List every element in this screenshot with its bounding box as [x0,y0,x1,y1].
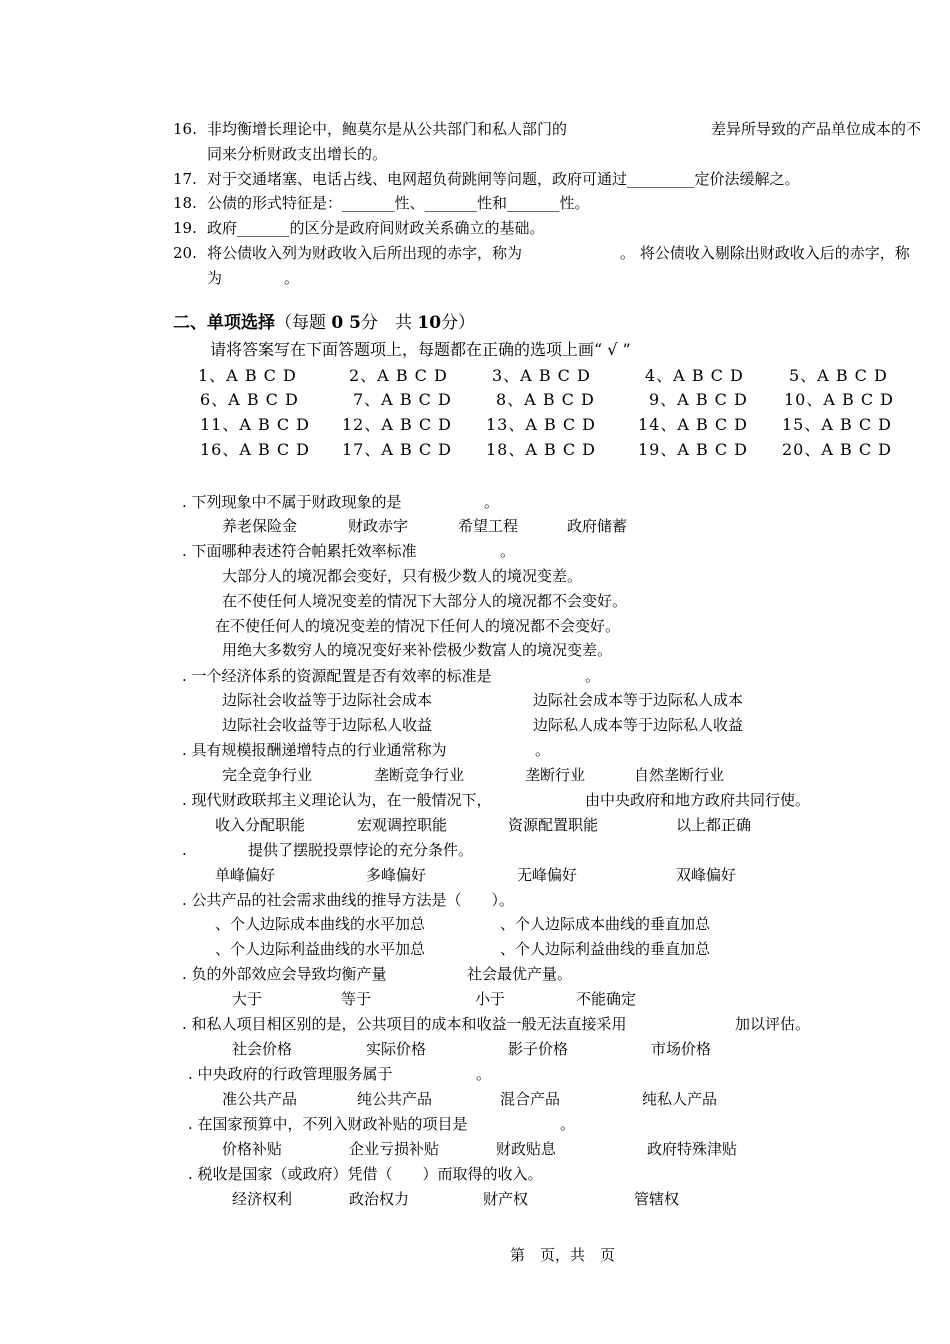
option[interactable]: 垄断行业 [525,766,586,784]
question-3-stem: . 一个经济体系的资源配置是否有效率的标准是 [182,667,492,685]
option[interactable]: 边际私人成本等于边际私人收益 [533,716,744,734]
option[interactable]: 大部分人的境况都会变好，只有极少数人的境况变差。 [222,567,583,585]
q17-number: 17. [173,170,197,188]
option[interactable]: 双峰偏好 [676,866,737,884]
question-4-stem: . 具有规模报酬递增特点的行业通常称为 [182,741,447,759]
page-footer: 第 页，共 页 [510,1246,616,1264]
q18-text: 公债的形式特征是：_______性、_______性和_______性。 [207,194,590,212]
option[interactable]: 垄断竞争行业 [374,766,465,784]
question-10-stem: . 中央政府的行政管理服务属于 [188,1065,393,1083]
question-1-end: 。 [484,493,500,511]
option[interactable]: 小于 [475,990,506,1008]
answer-cell[interactable]: 1、A B C D [198,366,297,385]
question-9-stem: . 和私人项目相区别的是，公共项目的成本和收益一般无法直接采用 [182,1015,627,1033]
q20-text-b: 。 将公债收入剔除出财政收入后的赤字，称 [620,244,910,262]
section2-score-c: 分） [441,313,476,333]
question-1-stem: . 下列现象中不属于财政现象的是 [182,493,402,511]
option[interactable]: 影子价格 [508,1040,569,1058]
option[interactable]: 价格补贴 [222,1140,283,1158]
question-5-stem: . 现代财政联邦主义理论认为，在一般情况下， [182,791,492,809]
option[interactable]: 以上都正确 [676,816,752,834]
option[interactable]: 在不使任何人的境况变差的情况下任何人的境况都不会变好。 [215,617,621,635]
q16-text-b: 差异所导致的产品单位成本的不 [711,120,922,138]
answer-cell[interactable]: 5、A B C D [789,366,888,385]
option[interactable]: 大于 [232,990,263,1008]
option[interactable]: 实际价格 [366,1040,427,1058]
option[interactable]: 无峰偏好 [517,866,578,884]
question-11-end: 。 [560,1115,576,1133]
answer-cell[interactable]: 13、A B C D [486,415,597,434]
option[interactable]: 、个人边际成本曲线的垂直加总 [500,915,711,933]
option[interactable]: 市场价格 [651,1040,712,1058]
option[interactable]: 不能确定 [576,990,637,1008]
answer-cell[interactable]: 17、A B C D [342,440,453,459]
question-7-stem: . 公共产品的社会需求曲线的推导方法是（ ）。 [182,891,515,909]
question-4-end: 。 [535,741,551,759]
question-8-end: 社会最优产量。 [467,965,573,983]
option[interactable]: 财政贴息 [496,1140,557,1158]
option[interactable]: 财政赤字 [348,517,409,535]
option[interactable]: 多峰偏好 [366,866,427,884]
answer-cell[interactable]: 2、A B C D [349,366,448,385]
answer-cell[interactable]: 4、A B C D [645,366,744,385]
answer-cell[interactable]: 7、A B C D [353,390,452,409]
question-10-end: 。 [476,1065,492,1083]
answer-cell[interactable]: 14、A B C D [638,415,749,434]
option[interactable]: 、个人边际利益曲线的垂直加总 [500,940,711,958]
question-11-stem: . 在国家预算中，不列入财政补贴的项目是 [188,1115,468,1133]
section2-score-total: 10 [417,313,442,333]
answer-cell[interactable]: 8、A B C D [496,390,595,409]
question-5-end: 由中央政府和地方政府共同行使。 [585,791,811,809]
option[interactable]: 企业亏损补贴 [349,1140,440,1158]
answer-cell[interactable]: 20、A B C D [782,440,893,459]
option[interactable]: 纯私人产品 [642,1090,718,1108]
option[interactable]: 管辖权 [634,1190,680,1208]
section2-score-a: （每题 [275,313,332,333]
question-2-end: 。 [500,542,516,560]
option[interactable]: 收入分配职能 [215,816,306,834]
q20-text-a: 将公债收入列为财政收入后所出现的赤字，称为 [207,244,523,262]
q16-text-a: 非均衡增长理论中，鲍莫尔是从公共部门和私人部门的 [207,120,568,138]
question-9-end: 加以评估。 [735,1015,811,1033]
option[interactable]: 希望工程 [458,517,519,535]
option[interactable]: 准公共产品 [222,1090,298,1108]
option[interactable]: 混合产品 [500,1090,561,1108]
option[interactable]: 等于 [341,990,372,1008]
question-2-stem: . 下面哪种表述符合帕累托效率标准 [182,542,417,560]
option[interactable]: 边际社会收益等于边际社会成本 [222,691,433,709]
section2-heading [173,313,475,333]
question-6-stem: . [182,841,187,859]
option[interactable]: 经济权利 [232,1190,293,1208]
option[interactable]: 单峰偏好 [215,866,276,884]
answer-cell[interactable]: 9、A B C D [649,390,748,409]
option[interactable]: 政府储蓄 [567,517,628,535]
section2-instruction: 请将答案写在下面答题项上，每题都在正确的选项上画“ √ ” [210,340,631,359]
option[interactable]: 边际社会成本等于边际私人成本 [533,691,744,709]
q16-text-c: 同来分析财政支出增长的。 [207,145,388,163]
option[interactable]: 政治权力 [349,1190,410,1208]
q17-text: 对于交通堵塞、电话占线、电网超负荷跳闸等问题，政府可通过_________定价法缓解之。 [207,170,800,188]
q19-text: 政府_______的区分是政府间财政关系确立的基础。 [207,219,545,237]
answer-cell[interactable]: 19、A B C D [638,440,749,459]
q19-number: 19. [173,219,197,237]
option[interactable]: 养老保险金 [222,517,298,535]
option[interactable]: 、个人边际利益曲线的水平加总 [215,940,426,958]
q20-number: 20. [173,244,197,262]
answer-cell[interactable]: 16、A B C D [200,440,311,459]
question-6-end: 提供了摆脱投票悖论的充分条件。 [248,841,474,859]
q20-text-d: 。 [284,269,300,287]
option[interactable]: 、个人边际成本曲线的水平加总 [215,915,426,933]
q16-number: 16. [173,120,197,138]
section2-score-num: 0 5 [331,313,361,333]
answer-cell[interactable]: 11、A B C D [200,415,311,434]
option[interactable]: 社会价格 [232,1040,293,1058]
answer-cell[interactable]: 15、A B C D [782,415,893,434]
option[interactable]: 边际社会收益等于边际私人收益 [222,716,433,734]
option[interactable]: 财产权 [483,1190,529,1208]
question-12-stem: . 税收是国家（或政府）凭借（ ）而取得的收入。 [188,1165,543,1183]
option[interactable]: 政府特殊津贴 [647,1140,738,1158]
q18-number: 18. [173,194,197,212]
option[interactable]: 纯公共产品 [357,1090,433,1108]
answer-cell[interactable]: 6、A B C D [200,390,299,409]
option[interactable]: 宏观调控职能 [357,816,448,834]
answer-cell[interactable]: 18、A B C D [486,440,597,459]
question-8-stem: . 负的外部效应会导致均衡产量 [182,965,387,983]
option[interactable]: 用绝大多数穷人的境况变好来补偿极少数富人的境况变差。 [222,641,613,659]
section2-score-b: 分 共 [360,313,418,333]
answer-cell[interactable]: 10、A B C D [784,390,895,409]
option[interactable]: 自然垄断行业 [634,766,725,784]
option[interactable]: 资源配置职能 [508,816,599,834]
answer-cell[interactable]: 3、A B C D [492,366,591,385]
q20-text-c: 为 [207,269,223,287]
answer-cell[interactable]: 12、A B C D [342,415,453,434]
section2-title: 二、单项选择 [173,313,275,333]
option[interactable]: 完全竞争行业 [222,766,313,784]
option[interactable]: 在不使任何人境况变差的情况下大部分人的境况都不会变好。 [222,592,628,610]
question-3-end: 。 [585,667,601,685]
